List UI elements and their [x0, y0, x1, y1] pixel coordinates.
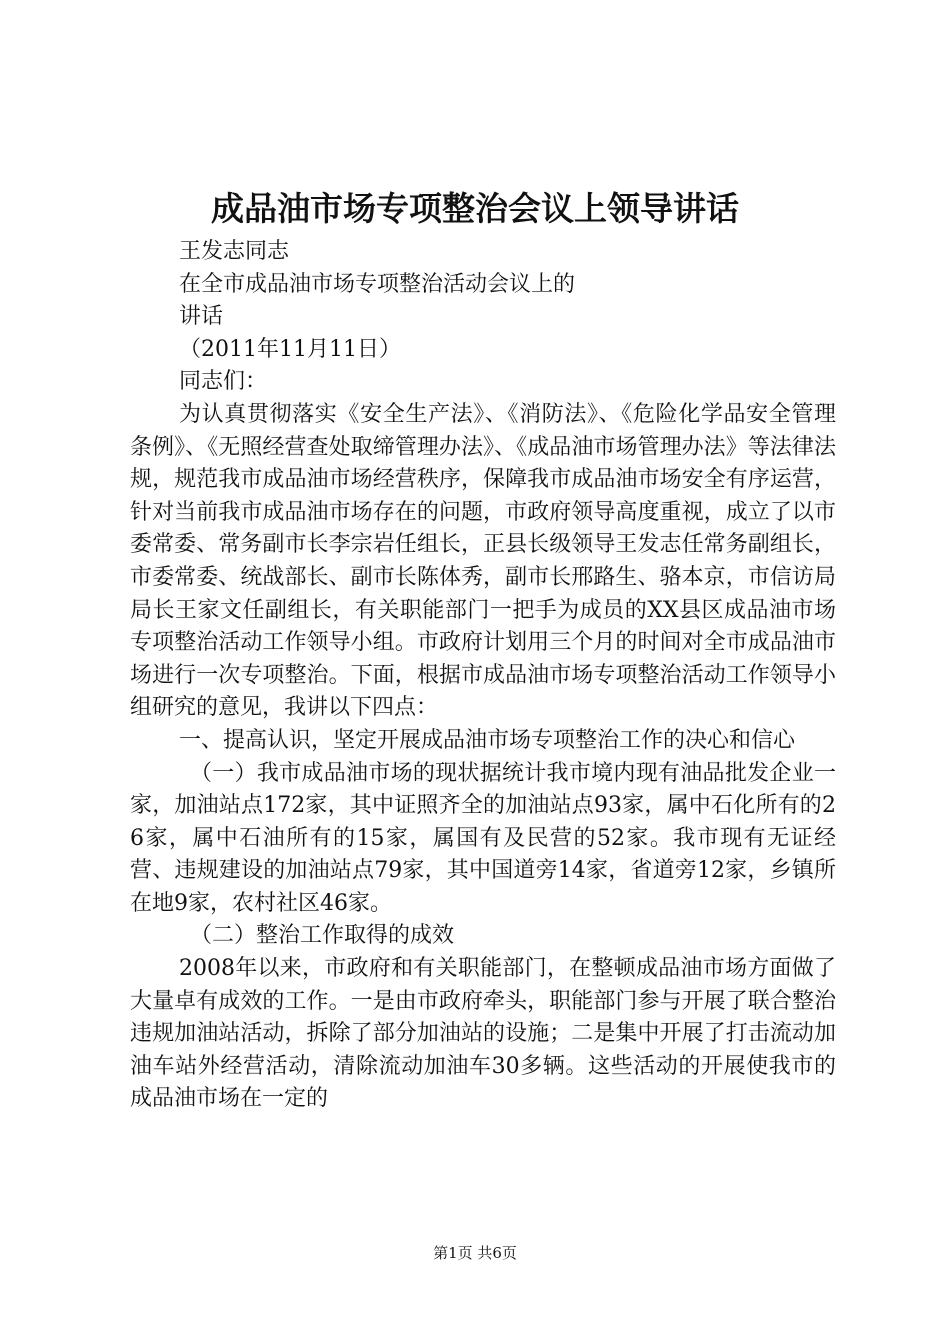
- document-body: [130, 236, 836, 1116]
- speaker-name: 王发志同志: [179, 239, 290, 264]
- occasion-line-1: 在全市成品油市场专项整治活动会议上的: [179, 271, 576, 297]
- page-footer: 第1页 共6页: [433, 1244, 517, 1262]
- subsection-2-paragraph: 2008年以来，市政府和有关职能部门，在整顿成品油市场方面做了大量卓有成效的工作。一是由市政府牵头，职能部门参与开展了联合整治违规加油站活动，拆除了部分加油站的设施；二是集中开展了打击流动加油车站外经营活动，清除流动加油车30多辆。这些活动的开展使我市的成品油市场在一定的: [130, 956, 836, 1112]
- document-title: 成品油市场专项整治会议上领导讲话: [211, 189, 739, 228]
- occasion-line-2: 讲话: [179, 304, 224, 330]
- subsection-2-heading: （二）整治工作取得的成效: [190, 923, 455, 949]
- subsection-1-paragraph: （一）我市成品油市场的现状据统计我市境内现有油品批发企业一家，加油站点172家，其中证照齐全的加油站点93家，属中石化所有的26家，属中石油所有的15家，属国有及民营的52家。我市现有无证经营、违规建设的加油站点79家，其中国道旁14家，省道旁12家，乡镇所在地9家，农村社区46家。: [130, 760, 836, 916]
- speech-date: （2011年11月11日）: [179, 336, 401, 362]
- section-heading-1: 一、提高认识，坚定开展成品油市场专项整治工作的决心和信心: [179, 727, 796, 753]
- salutation: 同志们：: [179, 369, 268, 395]
- intro-paragraph: 为认真贯彻落实《安全生产法》、《消防法》、《危险化学品安全管理条例》、《无照经营查处取缔管理办法》、《成品油市场管理办法》等法律法规，规范我市成品油市场经营秩序，保障我市成品油市场安全有序运营，针对当前我市成品油市场存在的问题，市政府领导高度重视，成立了以市委常委、常务副市长李宗岩任组长，正县长级领导王发志任常务副组长，市委常委、统战部长、副市长陈体秀，副市长邢路生、骆本京，市信访局局长王家文任副组长，有关职能部门一把手为成员的XX县区成品油市场专项整治活动工作领导小组。市政府计划用三个月的时间对全市成品油市场进行一次专项整治。下面，根据市成品油市场专项整治活动工作领导小组研究的意见，我讲以下四点：: [130, 401, 836, 721]
